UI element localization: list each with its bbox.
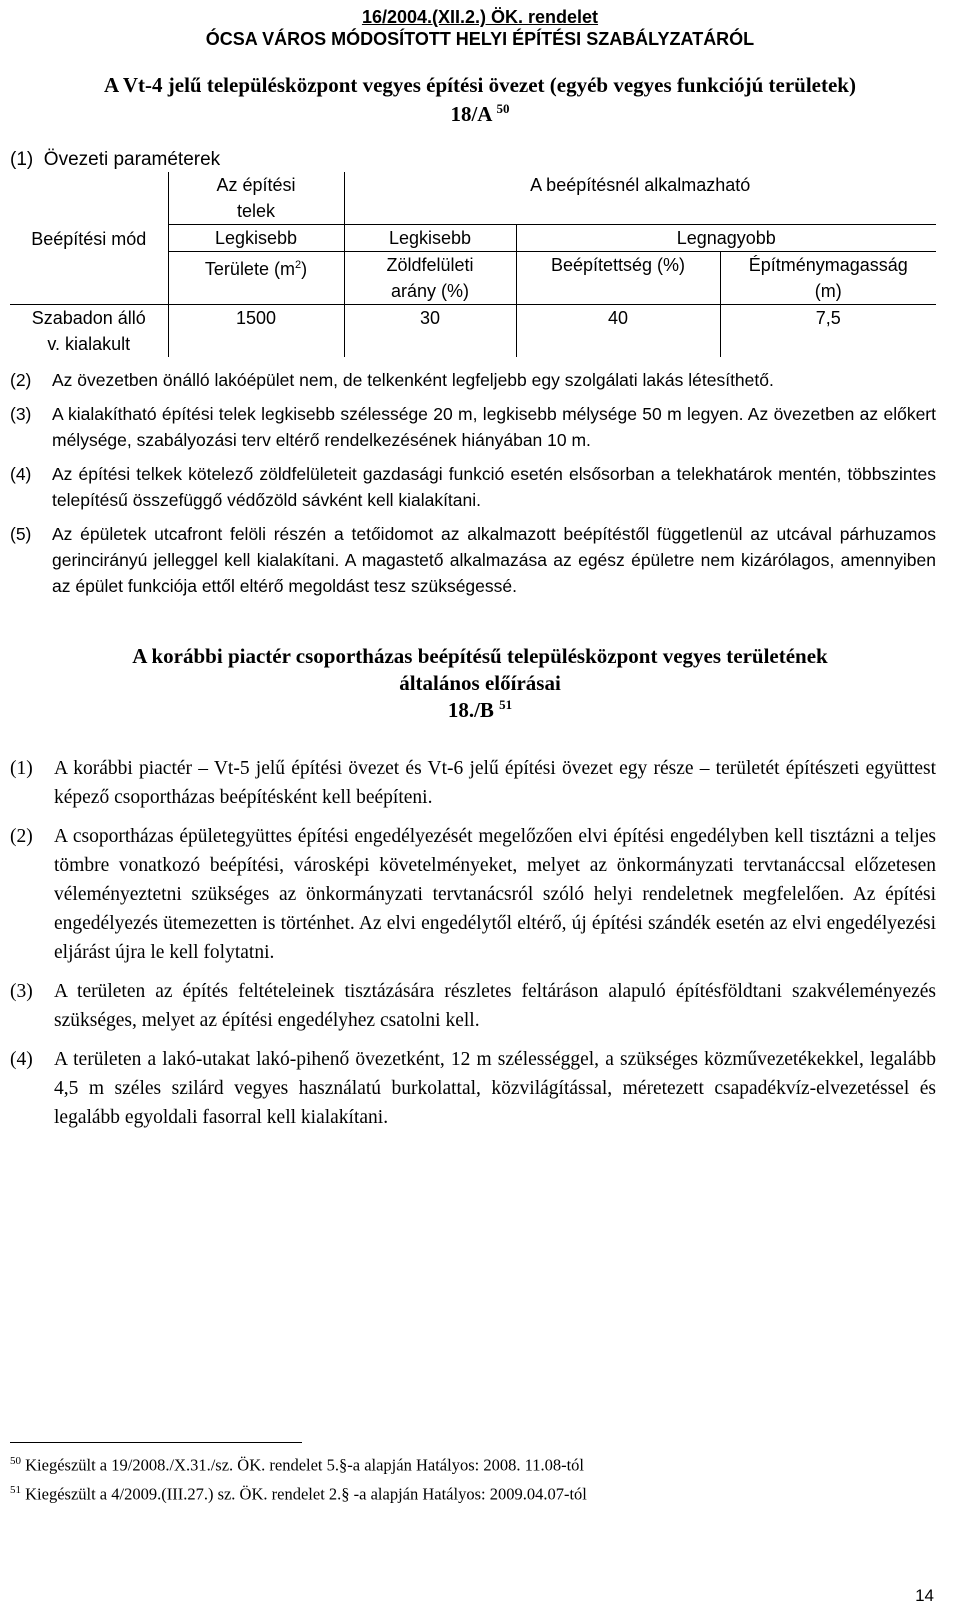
- section-18a-paragraph-5: (5) Az épületek utcafront felöli részén a tetőidomot az alkalmazott beépítéstől függetlenül az utcával párhuzamos gerincirányú jelleggel kell kialakítani. A magastető alkalmazása az egész épületre nem kizárólagos, amennyiben az épület funkciója ettől eltérő megoldást tesz szükségessé.: [10, 524, 936, 596]
- header-building-height: Építménymagasság (m): [720, 252, 936, 305]
- footnotes: [10, 1442, 936, 1506]
- header-decree-number: 16/2004.(XII.2.) ÖK. rendelet: [361, 7, 599, 27]
- section-18a-number: 18/A: [450, 102, 492, 126]
- section-18b-number: 18./B: [447, 698, 494, 722]
- section-18b-paragraph-1: (1) A korábbi piactér – Vt-5 jelű építési övezet és Vt-6 jelű építési övezet egy része – területét építészeti együttest képező csoportházas beépítésként kell beépíteni.: [10, 758, 936, 808]
- footnote-50: $^{50}$ Kiegészült a 19/2008./X.31./sz. ÖK. rendelet 5.§-a alapján Hatályos: 2008. 11.08-tól: [10, 1455, 585, 1475]
- header-largest: Legnagyobb: [516, 225, 936, 252]
- table-row: [10, 305, 936, 358]
- row-build-mode: Szabadon álló v. kialakult: [10, 305, 168, 358]
- zone-parameters-num: (1): [10, 149, 34, 170]
- footnote-51: $^{51}$ Kiegészült a 4/2009.(III.27.) sz. ÖK. rendelet 2.§ -a alapján Hatályos: 2009.04.07-tól: [10, 1483, 587, 1503]
- value-building-height: 7,5: [720, 305, 936, 358]
- section-18a-heading: A Vt-4 jelű településközpont vegyes építési övezet (egyéb vegyes funkciójú területek): [104, 73, 856, 97]
- header-applicable: A beépítésnél alkalmazható: [344, 172, 936, 224]
- zone-parameters-table: [10, 172, 936, 357]
- value-green-ratio: 30: [344, 305, 516, 358]
- section-18b-paragraph-2: (2) A csoportházas épületegyüttes építési engedélyezését megelőzően elvi építési engedélyben kell tisztázni a teljes tömbre vonatkozó beépítési, városképi követelményeket, melyet az önkormányzati tervtanáccsal előzetesen véleményeztetni szükséges az önkormányzati tervtanácsról szóló helyi rendeletnek megfelelően. Az építési engedélyezés ütemezetten is történhet. Az elvi engedélytől eltérő, új építési szándék esetén az elvi engedélyezési eljárást újra le kell folytatni.: [10, 826, 936, 963]
- value-area: 1500: [168, 305, 344, 358]
- footnote-divider: [10, 1442, 302, 1443]
- zone-parameters-label: [10, 148, 960, 172]
- section-18b-paragraph-4: (4) A területen a lakó-utakat lakó-pihenő övezetként, 12 m szélességgel, a szükséges közművezetékekkel, legalább 4,5 m széles szilárd vegyes használatú burkolattal, közvilágítással, méretezett csapadékvíz-elvezetéssel és legalább egyoldali fasorral kell kialakítani.: [10, 1049, 936, 1128]
- value-coverage: 40: [516, 305, 720, 358]
- section-18b-paragraph-3: (3) A területen az építés feltételeinek tisztázására részletes feltáráson alapuló építésföldtani szakvéleményezés szükséges, melyet az építési engedélyhez csatolni kell.: [10, 981, 936, 1031]
- section-18a-paragraph-2: (2) Az övezetben önálló lakóépület nem, de telkenként legfeljebb egy szolgálati lakás létesíthető.: [10, 370, 774, 390]
- header-decree-title: ÓCSA VÁROS MÓDOSÍTOTT HELYI ÉPÍTÉSI SZABÁLYZATÁRÓL: [205, 29, 755, 49]
- page-number: 14: [915, 1586, 934, 1605]
- header-area: Területe $(m^2)$: [168, 252, 344, 305]
- zone-parameters-text: Övezeti paraméterek: [43, 149, 221, 170]
- header-smallest-area: Legkisebb: [168, 225, 344, 252]
- header-green-ratio: Zöldfelületi arány (%): [344, 252, 516, 305]
- section-18b-title: [0, 643, 960, 724]
- page-header: [0, 0, 960, 50]
- header-coverage: Beépítettség (%): [516, 252, 720, 305]
- section-18a-paragraph-4: (4) Az építési telkek kötelező zöldfelületeit gazdasági funkció esetén elsősorban a telekhatárok mentén, többszintes telepítésű összefüggő védőzöld sávként kell kialakítani.: [10, 464, 936, 510]
- footnote-ref-51[interactable]: 51: [499, 697, 513, 712]
- header-build-mode: Beépítési mód: [31, 229, 147, 249]
- header-plot: Az építési telek: [168, 172, 344, 225]
- section-18b-heading-2: általános előírásai: [399, 671, 561, 695]
- section-18b-heading-1: A korábbi piactér csoportházas beépítésű településközpont vegyes területének: [132, 644, 828, 668]
- section-18a-paragraph-3: (3) A kialakítható építési telek legkisebb szélessége 20 m, legkisebb mélysége 50 m legyen. Az övezetben az előkert mélysége, szabályozási terv eltérő rendelkezésének hiányában 10 m.: [10, 404, 936, 450]
- section-18a-title: [0, 72, 960, 128]
- header-smallest-green: Legkisebb: [344, 225, 516, 252]
- footnote-ref-50[interactable]: 50: [496, 101, 510, 116]
